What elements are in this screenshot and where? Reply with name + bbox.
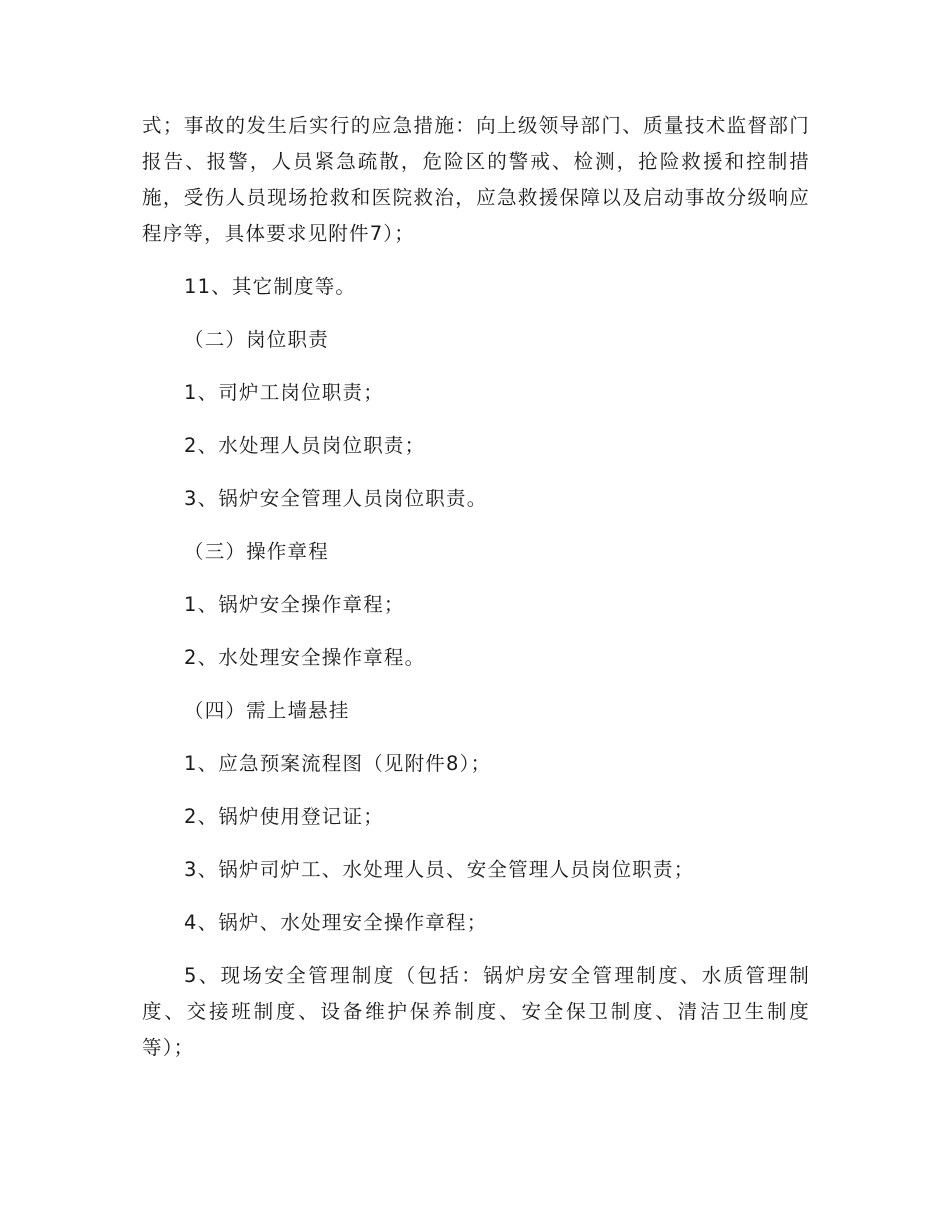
list-item-other-systems: 11、其它制度等。 xyxy=(184,275,357,298)
list-item: 4、锅炉、水处理安全操作章程； xyxy=(184,911,488,934)
list-item: 1、应急预案流程图（见附件8）； xyxy=(184,752,492,775)
list-item: 2、锅炉使用登记证； xyxy=(184,805,384,828)
list-item: 5、现场安全管理制度（包括：锅炉房安全管理制度、水质管理制度、交接班制度、设备维护保养制度、安全保卫制度、清洁卫生制度等）； xyxy=(142,964,810,1059)
section-heading-job-duties: （二）岗位职责 xyxy=(184,328,329,351)
list-item: 1、司炉工岗位职责； xyxy=(184,381,384,404)
list-item: 2、水处理人员岗位职责； xyxy=(184,434,426,457)
list-item: 3、锅炉安全管理人员岗位职责。 xyxy=(184,487,488,510)
document-body xyxy=(142,108,810,1066)
section-heading-wall-posting: （四）需上墙悬挂 xyxy=(184,699,350,722)
list-item: 2、水处理安全操作章程。 xyxy=(184,646,426,669)
paragraph-continuation: 式；事故的发生后实行的应急措施：向上级领导部门、质量技术监督部门报告、报警，人员紧急疏散，危险区的警戒、检测，抢险救援和控制措施，受伤人员现场抢救和医院救治，应急救援保障以及启动事故分级响应程序等，具体要求见附件7）； xyxy=(142,114,810,245)
list-item: 3、锅炉司炉工、水处理人员、安全管理人员岗位职责； xyxy=(184,858,695,881)
list-item: 1、锅炉安全操作章程； xyxy=(184,593,405,616)
section-heading-operating-rules: （三）操作章程 xyxy=(184,540,329,563)
